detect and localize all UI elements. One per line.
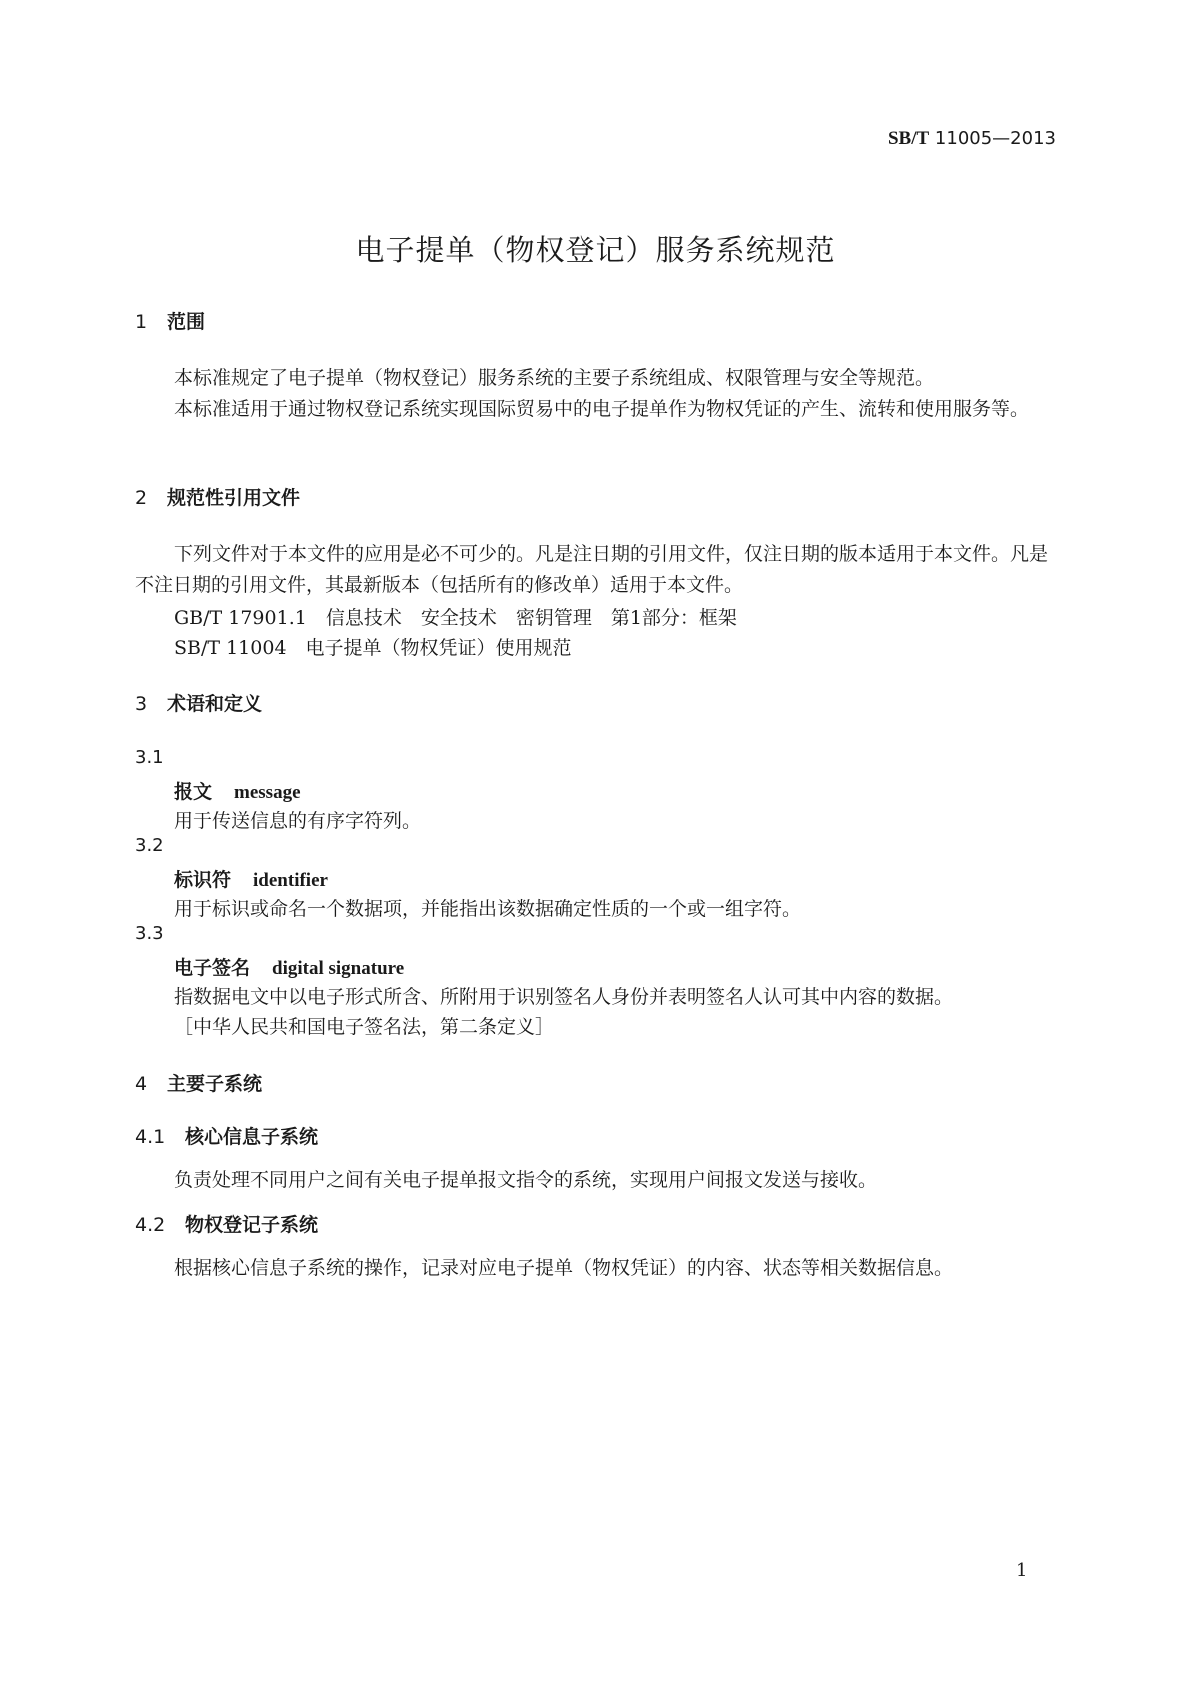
subsection-number: 4.2 <box>135 1214 166 1236</box>
term-english: identifier <box>253 870 328 891</box>
subsection-4-2-heading <box>135 1210 318 1237</box>
term-english: message <box>234 782 301 803</box>
term-entry <box>174 777 301 804</box>
section-4-heading <box>135 1069 262 1096</box>
section-1-paragraph-1: 本标准规定了电子提单（物权登记）服务系统的主要子系统组成、权限管理与安全等规范。 <box>174 367 935 389</box>
term-entry <box>174 953 404 980</box>
term-chinese: 报文 <box>174 781 213 803</box>
section-title: 主要子系统 <box>167 1073 263 1095</box>
subsection-title: 核心信息子系统 <box>185 1126 319 1148</box>
section-2-heading <box>135 483 300 510</box>
term-number: 3.3 <box>135 923 164 944</box>
term-definition: 指数据电文中以电子形式所含、所附用于识别签名人身份并表明签名人认可其中内容的数据。 <box>174 986 954 1008</box>
section-title: 术语和定义 <box>167 693 263 715</box>
subsection-number: 4.1 <box>135 1126 166 1148</box>
term-source: ［中华人民共和国电子签名法，第二条定义］ <box>174 1016 555 1038</box>
term-definition: 用于传送信息的有序字符列。 <box>174 810 422 832</box>
section-title: 规范性引用文件 <box>167 487 301 509</box>
subsection-4-2-paragraph: 根据核心信息子系统的操作，记录对应电子提单（物权凭证）的内容、状态等相关数据信息。 <box>174 1257 954 1279</box>
section-number: 1 <box>135 311 148 333</box>
section-1-heading <box>135 307 205 334</box>
section-number: 4 <box>135 1073 148 1095</box>
section-1-paragraph-2: 本标准适用于通过物权登记系统实现国际贸易中的电子提单作为物权凭证的产生、流转和使用服务等。 <box>174 398 1030 420</box>
term-definition: 用于标识或命名一个数据项，并能指出该数据确定性质的一个或一组字符。 <box>174 898 802 920</box>
subsection-title: 物权登记子系统 <box>185 1214 319 1236</box>
term-number: 3.2 <box>135 835 164 856</box>
subsection-4-1-heading <box>135 1122 318 1149</box>
code-prefix: SB/T <box>887 128 930 149</box>
term-number: 3.1 <box>135 747 164 768</box>
code-number: 11005—2013 <box>934 128 1056 149</box>
subsection-4-1-paragraph: 负责处理不同用户之间有关电子提单报文指令的系统，实现用户间报文发送与接收。 <box>174 1169 878 1191</box>
section-number: 2 <box>135 487 148 509</box>
section-title: 范围 <box>167 311 206 333</box>
term-english: digital signature <box>272 958 405 979</box>
normative-reference-1: GB/T 17901.1 信息技术 安全技术 密钥管理 第1部分：框架 <box>174 607 737 629</box>
standard-code <box>888 128 1056 150</box>
term-chinese: 电子签名 <box>174 957 251 979</box>
page-number: 1 <box>1016 1560 1028 1581</box>
document-title: 电子提单（物权登记）服务系统规范 <box>355 233 836 267</box>
normative-reference-2: SB/T 11004 电子提单（物权凭证）使用规范 <box>174 637 572 659</box>
section-3-heading <box>135 689 262 716</box>
term-entry <box>174 865 328 892</box>
section-number: 3 <box>135 693 148 715</box>
section-2-paragraph: 下列文件对于本文件的应用是必不可少的。凡是注日期的引用文件，仅注日期的版本适用于本文件。凡是不注日期的引用文件，其最新版本（包括所有的修改单）适用于本文件。 <box>135 543 1049 596</box>
term-chinese: 标识符 <box>174 869 232 891</box>
